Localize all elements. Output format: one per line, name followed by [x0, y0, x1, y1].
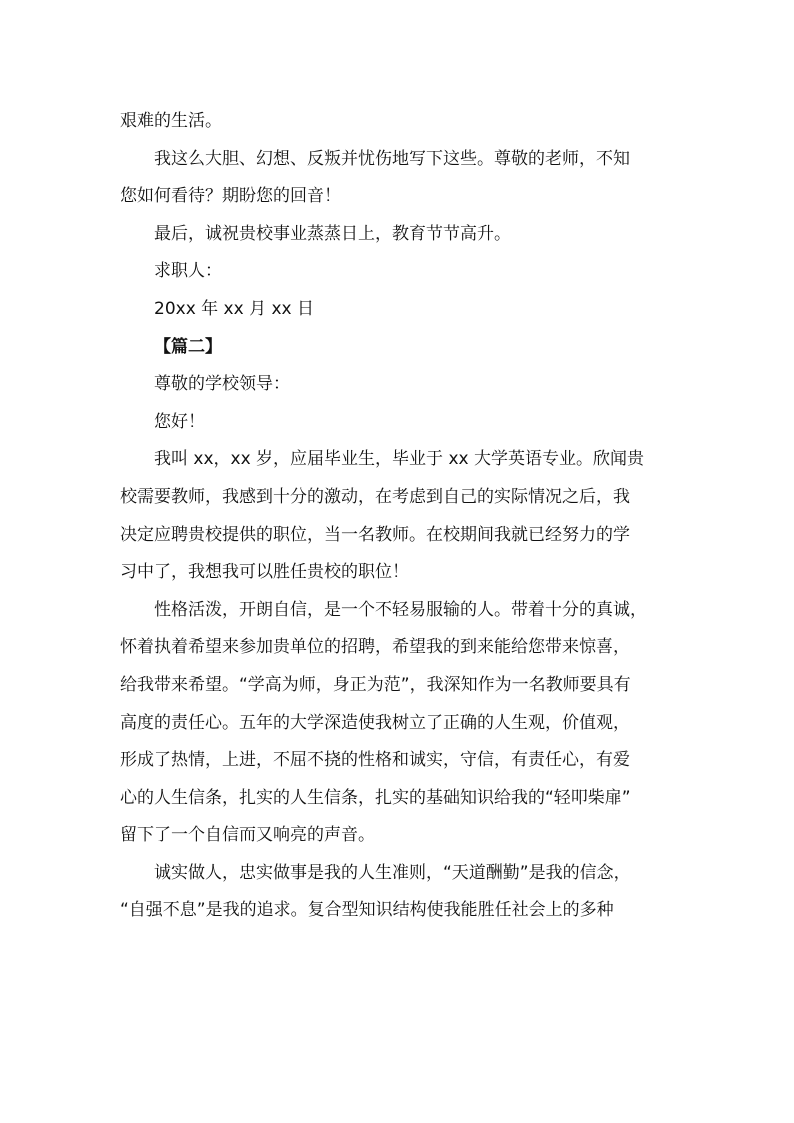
paragraph-line: 您如何看待？期盼您的回音！: [120, 186, 341, 207]
salutation: 尊敬的学校领导：: [154, 374, 290, 395]
applicant-label: 求职人：: [154, 261, 222, 282]
greeting: 您好！: [154, 411, 205, 432]
paragraph-line: 心的人生信条，扎实的人生信条，扎实的基础知识给我的“轻叩柴扉”: [120, 787, 631, 808]
section-heading: 【篇二】: [154, 336, 222, 357]
paragraph-line: 决定应聘贵校提供的职位，当一名教师。在校期间我就已经努力的学: [120, 524, 630, 545]
paragraph-line: 留下了一个自信而又响亮的声音。: [120, 825, 375, 846]
letter-date: 20xx 年 xx 月 xx 日: [154, 298, 315, 319]
paragraph-line: 高度的责任心。五年的大学深造使我树立了正确的人生观，价值观，: [120, 712, 630, 733]
paragraph-line: 艰难的生活。: [120, 111, 222, 131]
paragraph-line: 怀着执着希望来参加贵单位的招聘，希望我的到来能给您带来惊喜，: [120, 637, 630, 658]
paragraph-line: 我叫 xx，xx 岁，应届毕业生，毕业于 xx 大学英语专业。欣闻贵: [154, 449, 644, 470]
paragraph-line: “自强不息”是我的追求。复合型知识结构使我能胜任社会上的多种: [120, 900, 614, 921]
paragraph-line: 我这么大胆、幻想、反叛并忧伤地写下这些。尊敬的老师，不知: [154, 148, 630, 169]
paragraph-line: 习中了，我想我可以胜任贵校的职位！: [120, 562, 409, 583]
closing-wish: 最后，诚祝贵校事业蒸蒸日上，教育节节高升。: [154, 223, 511, 244]
document-body: [120, 103, 690, 930]
paragraph-line: 形成了热情，上进，不屈不挠的性格和诚实，守信，有责任心，有爱: [120, 750, 630, 771]
paragraph-line: 诚实做人，忠实做事是我的人生准则，“天道酬勤”是我的信念，: [154, 862, 631, 883]
paragraph-line: 校需要教师，我感到十分的激动，在考虑到自己的实际情况之后，我: [120, 486, 630, 507]
paragraph-line: 给我带来希望。“学高为师，身正为范”，我深知作为一名教师要具有: [120, 674, 631, 695]
paragraph-line: 性格活泼，开朗自信，是一个不轻易服输的人。带着十分的真诚，: [154, 599, 647, 620]
